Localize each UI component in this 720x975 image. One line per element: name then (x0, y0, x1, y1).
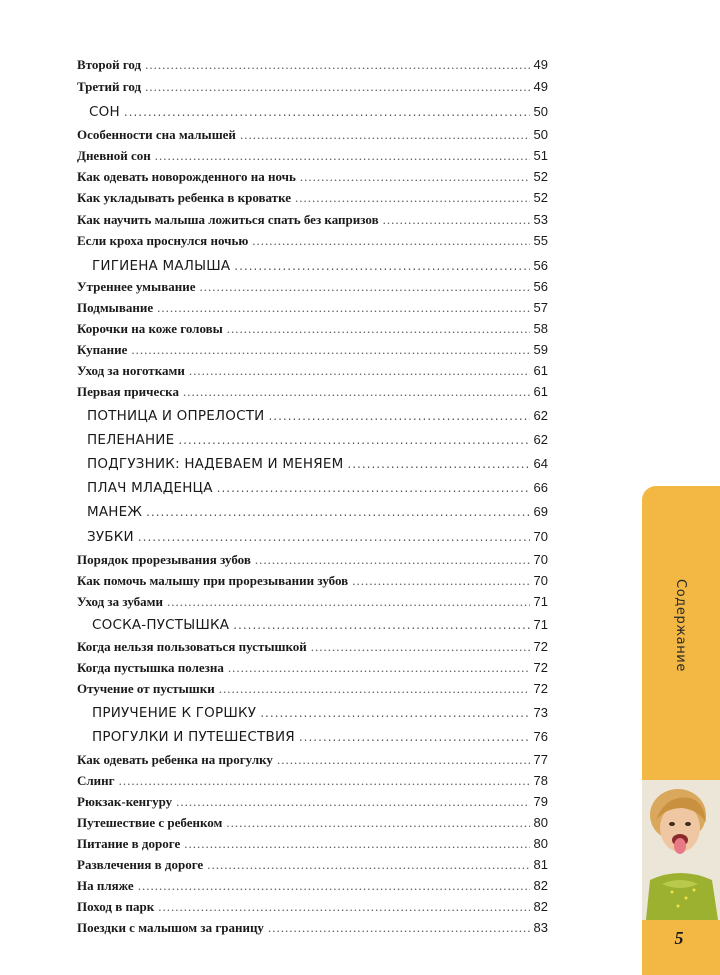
toc-page-number: 53 (533, 212, 548, 227)
toc-entry-title: Купание (77, 342, 128, 357)
toc-entry-title: Корочки на коже головы (77, 321, 223, 336)
toc-page-number: 70 (533, 573, 548, 588)
toc-page-number: 71 (533, 617, 548, 632)
toc-dot-leader (217, 481, 530, 495)
toc-entry-title: Поход в парк (77, 899, 155, 914)
toc-dot-leader (226, 815, 529, 831)
toc-entry-title: ПЛАЧ МЛАДЕНЦА (87, 480, 213, 496)
toc-page-number: 62 (533, 408, 548, 423)
toc-page-number: 56 (533, 279, 548, 294)
toc-entry-title: ГИГИЕНА МАЛЫША (92, 258, 231, 274)
toc-entry-title: Уход за ноготками (77, 363, 185, 378)
toc-subentry[interactable] (77, 857, 548, 873)
toc-entry-title: ПРИУЧЕНИЕ К ГОРШКУ (92, 705, 257, 721)
toc-subentry[interactable] (77, 57, 548, 73)
toc-page-number: 61 (533, 384, 548, 399)
toc-entry-title: На пляже (77, 878, 134, 893)
toc-entry-title: Когда пустышка полезна (77, 660, 224, 675)
toc-dot-leader (252, 233, 529, 249)
toc-subentry[interactable] (77, 878, 548, 894)
toc-section-entry[interactable] (92, 617, 548, 633)
toc-page-number: 81 (533, 857, 548, 872)
toc-dot-leader (299, 730, 530, 744)
toc-subentry[interactable] (77, 169, 548, 185)
toc-subentry[interactable] (77, 573, 548, 589)
toc-dot-leader (157, 300, 529, 316)
toc-dot-leader (178, 433, 529, 447)
toc-subentry[interactable] (77, 681, 548, 697)
toc-entry-title: ПЕЛЕНАНИЕ (87, 432, 175, 448)
toc-page-number: 79 (533, 794, 548, 809)
toc-section-entry[interactable] (87, 480, 548, 496)
toc-entry-title: Слинг (77, 773, 115, 788)
toc-subentry[interactable] (77, 363, 548, 379)
child-photo-illustration (642, 780, 720, 920)
toc-dot-leader (255, 552, 530, 568)
toc-page-number: 51 (533, 148, 548, 163)
toc-subentry[interactable] (77, 321, 548, 337)
toc-entry-title: ПОДГУЗНИК: НАДЕВАЕМ И МЕНЯЕМ (87, 456, 344, 472)
toc-page-number: 70 (533, 552, 548, 567)
toc-subentry[interactable] (77, 920, 548, 936)
toc-dot-leader (268, 920, 530, 936)
toc-dot-leader (131, 342, 529, 358)
toc-section-entry[interactable] (87, 529, 548, 545)
toc-entry-title: Рюкзак-кенгуру (77, 794, 173, 809)
toc-dot-leader (219, 681, 530, 697)
toc-entry-title: Как одевать ребенка на прогулку (77, 752, 273, 767)
toc-dot-leader (158, 899, 529, 915)
toc-page-number: 82 (533, 878, 548, 893)
toc-entry-title: СОН (89, 104, 120, 120)
toc-page-number: 80 (533, 836, 548, 851)
toc-subentry[interactable] (77, 552, 548, 568)
toc-entry-title: Утреннее умывание (77, 279, 196, 294)
toc-section-entry[interactable] (87, 408, 548, 424)
toc-page-number: 62 (533, 432, 548, 447)
toc-subentry[interactable] (77, 384, 548, 400)
toc-entry-title: Путешествие с ребенком (77, 815, 223, 830)
toc-page-number: 52 (533, 169, 548, 184)
toc-entry-title: ПОТНИЦА И ОПРЕЛОСТИ (87, 408, 265, 424)
toc-entry-title: Питание в дороге (77, 836, 181, 851)
toc-entry-title: Когда нельзя пользоваться пустышкой (77, 639, 307, 654)
toc-subentry[interactable] (77, 639, 548, 655)
toc-dot-leader (146, 505, 529, 519)
toc-entry-title: Особенности сна малышей (77, 127, 236, 142)
toc-dot-leader (189, 363, 530, 379)
toc-section-entry[interactable] (92, 258, 548, 274)
toc-dot-leader (352, 573, 529, 589)
toc-dot-leader (233, 618, 529, 632)
toc-entry-title: Отучение от пустышки (77, 681, 215, 696)
toc-entry-title: Первая прическа (77, 384, 179, 399)
toc-dot-leader (138, 530, 530, 544)
toc-dot-leader (295, 190, 530, 206)
toc-subentry[interactable] (77, 300, 548, 316)
toc-dot-leader (176, 794, 529, 810)
toc-page-number: 66 (533, 480, 548, 495)
toc-subentry[interactable] (77, 773, 548, 789)
toc-page-number: 71 (533, 594, 548, 609)
toc-page-number: 72 (533, 639, 548, 654)
toc-page-number: 50 (533, 127, 548, 142)
toc-subentry[interactable] (77, 660, 548, 676)
toc-entry-title: СОСКА-ПУСТЫШКА (92, 617, 230, 633)
toc-entry-title: Второй год (77, 57, 142, 72)
toc-page-number: 70 (533, 529, 548, 544)
toc-dot-leader (383, 212, 530, 228)
toc-entry-title: ПРОГУЛКИ И ПУТЕШЕСТВИЯ (92, 729, 295, 745)
toc-subentry[interactable] (77, 79, 548, 95)
toc-section-entry[interactable] (92, 705, 548, 721)
toc-page-number: 58 (533, 321, 548, 336)
toc-dot-leader (138, 878, 530, 894)
section-tab-label: Содержание (672, 578, 688, 672)
toc-page-number: 72 (533, 681, 548, 696)
toc-dot-leader (347, 457, 529, 471)
toc-entry-title: ЗУБКИ (87, 529, 134, 545)
toc-subentry[interactable] (77, 899, 548, 915)
toc-entry-title: Если кроха проснулся ночью (77, 233, 249, 248)
toc-entry-title: Как помочь малышу при прорезывании зубов (77, 573, 349, 588)
child-photo (642, 780, 720, 920)
toc-section-entry[interactable] (92, 729, 548, 745)
toc-dot-leader (145, 57, 529, 73)
toc-subentry[interactable] (77, 752, 548, 768)
toc-entry-title: Как укладывать ребенка в кроватке (77, 190, 292, 205)
toc-entry-title: Как научить малыша ложиться спать без капризов (77, 212, 379, 227)
toc-entry-title: МАНЕЖ (87, 504, 143, 520)
toc-page-number: 61 (533, 363, 548, 378)
toc-subentry[interactable] (77, 836, 548, 852)
toc-page-number: 72 (533, 660, 548, 675)
toc-dot-leader (207, 857, 529, 873)
toc-page-number: 76 (533, 729, 548, 744)
toc-dot-leader (183, 384, 530, 400)
toc-dot-leader (240, 127, 530, 143)
toc-page-number: 59 (533, 342, 548, 357)
toc-page-number: 73 (533, 705, 548, 720)
toc-dot-leader (300, 169, 530, 185)
toc-subentry[interactable] (77, 342, 548, 358)
toc-page-number: 49 (533, 57, 548, 72)
toc-page-number: 49 (533, 79, 548, 94)
toc-section-entry[interactable] (87, 456, 548, 472)
toc-subentry[interactable] (77, 279, 548, 295)
toc-section-entry[interactable] (87, 432, 548, 448)
toc-dot-leader (184, 836, 529, 852)
toc-subentry[interactable] (77, 127, 548, 143)
toc-dot-leader (268, 409, 529, 423)
toc-dot-leader (311, 639, 530, 655)
toc-dot-leader (167, 594, 530, 610)
toc-subentry[interactable] (77, 815, 548, 831)
toc-dot-leader (277, 752, 530, 768)
toc-page-number: 82 (533, 899, 548, 914)
toc-subentry[interactable] (77, 190, 548, 206)
toc-page-number: 78 (533, 773, 548, 788)
toc-dot-leader (260, 706, 529, 720)
toc-dot-leader (155, 148, 530, 164)
toc-entry-title: Дневной сон (77, 148, 151, 163)
toc-entry-title: Развлечения в дороге (77, 857, 204, 872)
toc-dot-leader (145, 79, 529, 95)
toc-entry-title: Уход за зубами (77, 594, 164, 609)
toc-page-number: 77 (533, 752, 548, 767)
toc-section-entry[interactable] (87, 504, 548, 520)
toc-subentry[interactable] (77, 594, 548, 610)
toc-dot-leader (199, 279, 529, 295)
toc-subentry[interactable] (77, 794, 548, 810)
toc-subentry[interactable] (77, 212, 548, 228)
toc-dot-leader (124, 105, 530, 119)
toc-page-number: 50 (533, 104, 548, 119)
toc-section-entry[interactable] (89, 104, 548, 120)
toc-page-number: 83 (533, 920, 548, 935)
toc-dot-leader (234, 259, 529, 273)
toc-dot-leader (228, 660, 530, 676)
toc-dot-leader (227, 321, 530, 337)
toc-page-number: 64 (533, 456, 548, 471)
toc-page-number: 69 (533, 504, 548, 519)
toc-page-number: 52 (533, 190, 548, 205)
toc-dot-leader (119, 773, 530, 789)
toc-entry-title: Подмывание (77, 300, 154, 315)
toc-page-number: 80 (533, 815, 548, 830)
toc-page-number: 57 (533, 300, 548, 315)
toc-entry-title: Третий год (77, 79, 142, 94)
toc-entry-title: Поездки с малышом за границу (77, 920, 264, 935)
page-number: 5 (674, 928, 684, 948)
toc-subentry[interactable] (77, 148, 548, 164)
toc-subentry[interactable] (77, 233, 548, 249)
toc-entry-title: Порядок прорезывания зубов (77, 552, 251, 567)
toc-entry-title: Как одевать новорожденного на ночь (77, 169, 296, 184)
toc-page-number: 56 (533, 258, 548, 273)
toc-page-number: 55 (533, 233, 548, 248)
